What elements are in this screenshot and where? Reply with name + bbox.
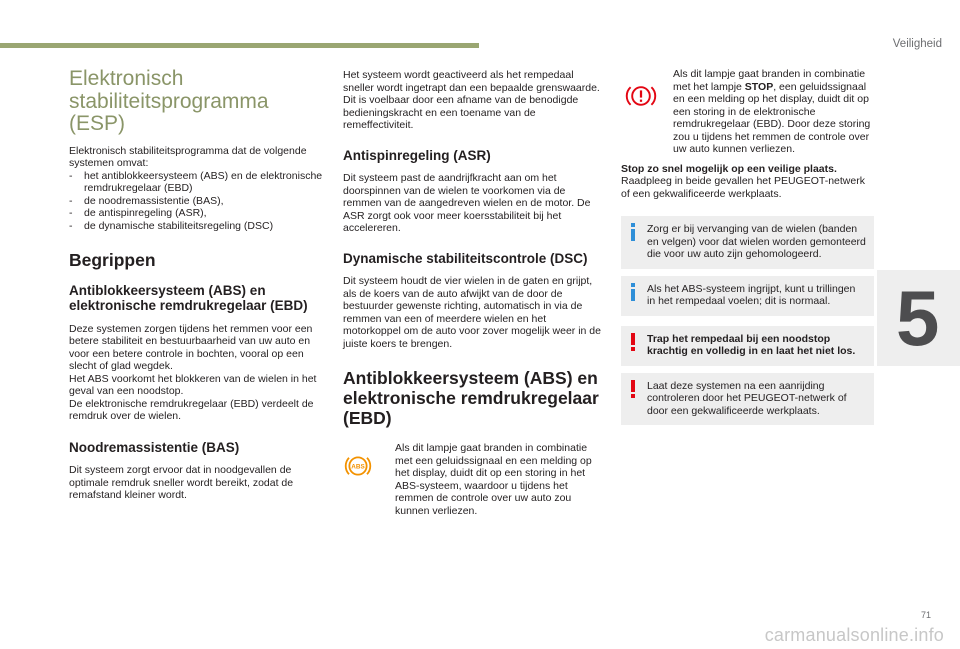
header-accent-bar — [0, 43, 479, 48]
warning-note-collision — [621, 373, 874, 426]
brake-warning-lamp-icon — [625, 82, 657, 110]
warning-collision-text: Laat deze systemen na een aanrijding controleren door het PEUGEOT-netwerk of door een gekwalificeerde werkplaats. — [647, 379, 847, 417]
bas-text: Dit systeem zorgt ervoor dat in noodgevallen de optimale remdruk sneller wordt bereikt, zodat de remafstand kleiner wordt. — [69, 464, 294, 501]
abs-icon-label: ABS — [351, 463, 365, 471]
warning-exclamation-icon — [627, 379, 639, 399]
list-item: - de noodremassistentie (BAS), — [69, 195, 325, 208]
begrippen-heading: Begrippen — [69, 250, 156, 270]
stop-word: STOP — [744, 80, 774, 93]
chapter-number: 5 — [896, 274, 940, 362]
abs-ebd-main-heading: Antiblokkeersysteem (ABS) en elektronische remdrukregelaar (EBD) — [343, 368, 599, 428]
stop-advice-bold: Stop zo snel mogelijk op een veilige plaats. — [621, 162, 837, 175]
abs-lamp-block — [343, 442, 603, 517]
warning-emergency-text: Trap het rempedaal bij een noodstop krachtig en volledig in en laat het niet los. — [647, 332, 856, 357]
dsc-text: Dit systeem houdt de vier wielen in de gaten en grijpt, als de koers van de auto afwijkt van de door de bestuurder gewenste richting, automatisch in via de remmen van een of meerdere wielen en het motorkoppel om de auto voor zover mogelijk weer in de juiste koers te brengen. — [343, 275, 601, 350]
section-label: Veiligheid — [892, 38, 942, 50]
ebd-lamp-text-post: , een geluidssignaal en een melding op het display, duidt dit op een storing in de elektronische remdrukregelaar (EBD). Door deze storing zou u tijdens het remmen de controle over uw auto kunnen verliezen. — [673, 80, 871, 155]
page-number: 71 — [921, 610, 932, 620]
warning-exclamation-icon — [627, 332, 639, 352]
column-middle — [343, 69, 603, 517]
abs-ebd-heading: Antiblokkeersysteem (ABS) en elektronische remdrukregelaar (EBD) — [69, 282, 308, 313]
abs-warning-lamp-icon — [343, 451, 373, 481]
abs-lamp-text: Als dit lampje gaat branden in combinatie met een geluidssignaal en een melding op het display, duidt dit op een storing in het ABS-systeem, waardoor u tijdens het remmen de controle over uw auto zou kunnen verliezen. — [395, 442, 592, 517]
warning-note-emergency — [621, 326, 874, 366]
asr-text: Dit systeem past de aandrijfkracht aan om het doorspinnen van de wielen te voorkomen via de remmen van de aangedreven wielen en de motor. De ASR zorgt ook voor meer koersstabiliteit bij het accelereren. — [343, 172, 591, 234]
abs-ebd-text: Deze systemen zorgen tijdens het remmen voor een betere stabiliteit en bestuurbaarheid van uw auto en voor een betere controle in bochten, vooral op een slecht of glad wegdek. Het ABS voorkomt het blokkeren van de wielen in het geval van een noodstop. De elektronische remdrukregelaar (EBD) verdeelt de remdruk over de wielen. — [69, 322, 317, 422]
list-item: - het antiblokkeersysteem (ABS) en de elektronische remdrukregelaar (EBD) — [69, 170, 325, 195]
stop-advice-text: Raadpleeg in beide gevallen het PEUGEOT-netwerk of een gekwalificeerde werkplaats. — [621, 175, 865, 200]
column-right — [621, 68, 874, 425]
asr-heading: Antispinregeling (ASR) — [343, 147, 491, 163]
list-item: - de antispinregeling (ASR), — [69, 207, 325, 220]
watermark: carmanualsonline.info — [764, 625, 944, 645]
dsc-heading: Dynamische stabiliteitscontrole (DSC) — [343, 250, 588, 266]
info-note-wheels — [621, 216, 874, 269]
ebd-lamp-text — [673, 68, 874, 156]
esp-intro: Elektronisch stabiliteitsprogramma dat de volgende systemen omvat: — [69, 144, 307, 169]
note-wheels-text: Zorg er bij vervanging van de wielen (banden en velgen) voor dat wielen worden gemonteerd die voor uw auto zijn gehomologeerd. — [647, 223, 866, 260]
esp-system-list — [69, 170, 325, 233]
ebd-lamp-text-pre: Als dit lampje gaat branden in combinatie met het lampje — [673, 68, 866, 93]
bas-heading: Noodremassistentie (BAS) — [69, 439, 240, 455]
note-abs-text: Als het ABS-systeem ingrijpt, kunt u trillingen in het rempedaal voelen; dit is normaal. — [647, 282, 856, 307]
page-title: Elektronisch stabiliteitsprogramma (ESP) — [69, 67, 269, 135]
column-left — [69, 68, 325, 502]
info-icon — [627, 282, 639, 302]
info-icon — [627, 222, 639, 242]
bas-activation-text: Het systeem wordt geactiveerd als het rempedaal sneller wordt ingetrapt dan een bepaalde grenswaarde. Dit is voelbaar door een afname van de benodigde bedieningskracht en een toename van de remeffectiviteit. — [343, 69, 600, 131]
list-item: - de dynamische stabiliteitsregeling (DSC) — [69, 220, 325, 233]
info-note-abs — [621, 276, 874, 316]
ebd-lamp-block — [621, 68, 874, 156]
